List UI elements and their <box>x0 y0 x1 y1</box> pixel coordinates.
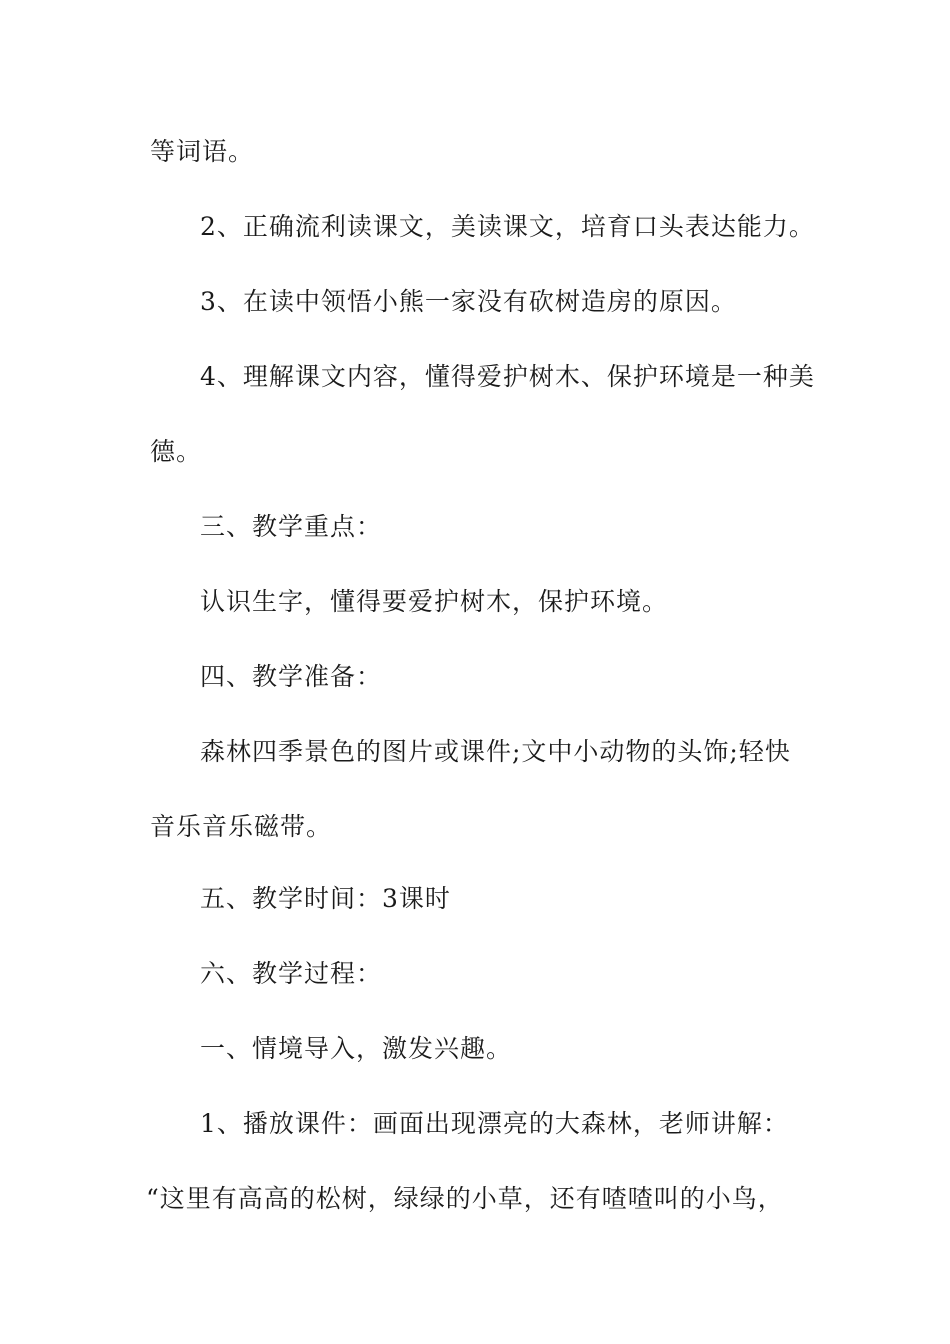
text-line-preparation: 森林四季景色的图片或课件;文中小动物的头饰;轻快 <box>200 737 791 766</box>
text-line-step-1-1: 1、播放课件：画面出现漂亮的大森林，老师讲解： <box>200 1109 789 1138</box>
text-line-objective-2: 2、正确流利读课文，美读课文，培育口头表达能力。 <box>200 212 815 241</box>
text-line-objective-4-cont: 德。 <box>150 437 203 466</box>
heading-teaching-preparation: 四、教学准备： <box>200 662 383 691</box>
text-line-step-1-1-cont: “这里有高高的松树，绿绿的小草，还有喳喳叫的小鸟， <box>146 1184 784 1213</box>
heading-teaching-focus: 三、教学重点： <box>200 512 383 541</box>
heading-step-1: 一、情境导入，激发兴趣。 <box>200 1034 513 1063</box>
text-line-preparation-cont: 音乐音乐磁带。 <box>150 812 333 841</box>
text-line-teaching-focus: 认识生字，懂得要爱护树木，保护环境。 <box>200 587 669 616</box>
text-line-continuation: 等词语。 <box>150 137 255 166</box>
heading-teaching-process: 六、教学过程： <box>200 959 383 988</box>
heading-teaching-time: 五、教学时间：3课时 <box>200 884 451 913</box>
text-line-objective-3: 3、在读中领悟小熊一家没有砍树造房的原因。 <box>200 287 737 316</box>
text-line-objective-4: 4、理解课文内容，懂得爱护树木、保护环境是一种美 <box>200 362 815 391</box>
